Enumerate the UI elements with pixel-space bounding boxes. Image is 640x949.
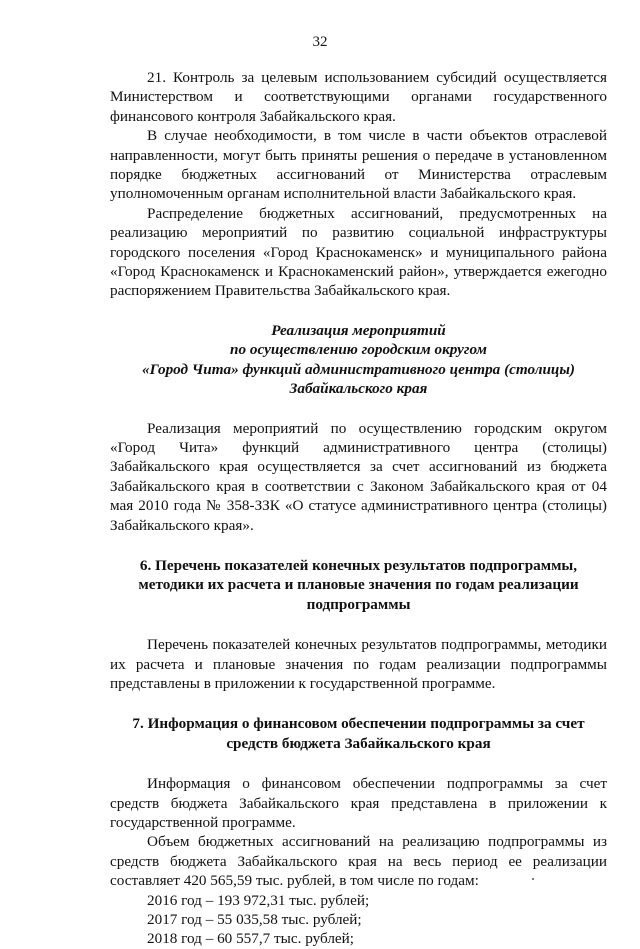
paragraph-chita: Реализация мероприятий по осуществлению городским округом «Город Чита» функций административного центра (столицы) Забайкальского края осуществляется за счет ассигнований из бюджета Забайкальского края в соответствии с Законом Забайкальского края от 04 мая 2010 года № 358-ЗЗК «О статусе административного центра (столицы) Забайкальского края».: [110, 419, 607, 534]
document-body: [110, 68, 607, 949]
year-item-2018: 2018 год – 60 557,7 тыс. рублей;: [147, 930, 355, 948]
heading-line: методики их расчета и плановые значения по годам реализации: [138, 576, 579, 594]
heading-line: подпрограммы: [306, 595, 411, 613]
paragraph-transfer: В случае необходимости, в том числе в части объектов отраслевой направленности, могут быть приняты решения о передаче в установленном порядке бюджетных ассигнований от Министерства отраслевым уполномоченным органам исполнительной власти Забайкальского края.: [110, 127, 607, 203]
section-7-paragraph-info: Информация о финансовом обеспечении подпрограммы за счет средств бюджета Забайкальского края представлена в приложении к государственной программе.: [110, 775, 607, 831]
page-number: 32: [312, 34, 328, 50]
paragraph-distribution: Распределение бюджетных ассигнований, предусмотренных на реализацию мероприятий по развитию социальной инфраструктуры городского поселения «Город Краснокаменск» и муниципального района «Город Краснокаменск и Краснокаменский район», утверждается ежегодно распоряжением Правительства Забайкальского края.: [110, 204, 607, 300]
section-7-heading: [110, 714, 607, 753]
heading-line: «Город Чита» функций административного центра (столицы): [142, 360, 575, 378]
heading-line: 6. Перечень показателей конечных результатов подпрограммы,: [139, 556, 578, 574]
heading-line: Реализация мероприятий: [271, 321, 446, 339]
subsection-heading-chita: [110, 321, 607, 399]
heading-line: 7. Информация о финансовом обеспечении подпрограммы за счет: [132, 715, 585, 733]
section-7-paragraph-volume: Объем бюджетных ассигнований на реализацию подпрограммы из средств бюджета Забайкальского края на весь период ее реализации составляет 420 565,59 тыс. рублей, в том числе по годам:: [110, 833, 607, 890]
heading-line: по осуществлению городским округом: [230, 341, 487, 359]
section-6-paragraph: Перечень показателей конечных результатов подпрограммы, методики их расчета и плановые значения по годам реализации подпрограммы представлены в приложении к государственной программе.: [110, 636, 607, 692]
paragraph-control: 21. Контроль за целевым использованием субсидий осуществляется Министерством и соответствующими органами государственного финансового контроля Забайкальского края.: [110, 69, 607, 125]
year-item-2016: 2016 год – 193 972,31 тыс. рублей;: [147, 891, 370, 909]
section-6-heading: [110, 556, 607, 614]
heading-line: Забайкальского края: [289, 380, 428, 398]
year-item-2017: 2017 год – 55 035,58 тыс. рублей;: [147, 911, 362, 929]
heading-line: средств бюджета Забайкальского края: [226, 734, 491, 752]
scan-speck: [532, 878, 534, 880]
